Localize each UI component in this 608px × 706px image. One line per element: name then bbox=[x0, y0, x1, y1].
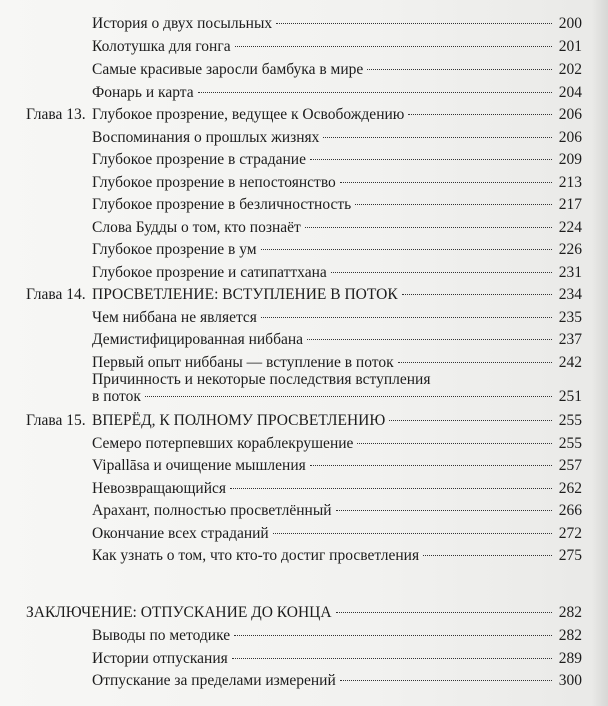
dot-leader bbox=[307, 339, 552, 340]
toc-row bbox=[0, 353, 608, 373]
entry-title: ВПЕРЁД, К ПОЛНОМУ ПРОСВЕТЛЕНИЮ bbox=[92, 412, 386, 429]
entry-title: Истории отпускания bbox=[92, 650, 228, 667]
dot-leader bbox=[276, 23, 552, 24]
toc-row bbox=[0, 626, 608, 646]
page-number: 242 bbox=[558, 354, 582, 371]
toc-row bbox=[0, 330, 608, 350]
entry-title: История о двух посыльных bbox=[92, 15, 273, 32]
page-number: 282 bbox=[558, 604, 582, 621]
dot-leader bbox=[357, 443, 552, 444]
toc-entry bbox=[92, 240, 582, 260]
entry-title-continued: в поток bbox=[92, 388, 141, 405]
entry-title: ЗАКЛЮЧЕНИЕ: ОТПУСКАНИЕ ДО КОНЦА bbox=[26, 604, 332, 621]
dot-leader bbox=[331, 272, 552, 273]
entry-title: Колотушка для гонга bbox=[92, 38, 231, 55]
toc-entry bbox=[92, 330, 582, 350]
toc-row bbox=[0, 218, 608, 238]
dot-leader bbox=[423, 555, 552, 556]
toc-entry bbox=[92, 649, 582, 669]
toc-row bbox=[0, 501, 608, 521]
entry-title: Глубокое прозрение и сатипаттхана bbox=[92, 264, 327, 281]
toc-entry bbox=[92, 218, 582, 238]
page-number: 200 bbox=[558, 15, 582, 32]
toc-entry bbox=[92, 83, 582, 103]
dot-leader bbox=[198, 92, 552, 93]
entry-title: Как узнать о том, что кто-то достиг просветления bbox=[92, 547, 420, 564]
chapter-label: Глава 13. bbox=[26, 106, 86, 123]
entry-title: Глубокое прозрение в страдание bbox=[92, 151, 306, 168]
toc-row bbox=[0, 263, 608, 283]
toc-row bbox=[0, 14, 608, 34]
dot-leader bbox=[340, 182, 552, 183]
page-number: 206 bbox=[558, 106, 582, 123]
dot-leader bbox=[398, 362, 552, 363]
toc-entry bbox=[92, 173, 582, 193]
toc-entry bbox=[92, 263, 582, 283]
page-number: 234 bbox=[558, 286, 582, 303]
dot-leader bbox=[310, 159, 552, 160]
page-number: 213 bbox=[558, 174, 582, 191]
toc-entry bbox=[92, 14, 582, 34]
page-number: 255 bbox=[558, 412, 582, 429]
toc-entry bbox=[26, 603, 582, 623]
toc-row bbox=[0, 60, 608, 80]
dot-leader bbox=[389, 420, 552, 421]
page-number: 251 bbox=[558, 388, 582, 405]
page-number: 231 bbox=[558, 264, 582, 281]
toc-row bbox=[0, 173, 608, 193]
chapter-label: Глава 15. bbox=[26, 412, 86, 429]
dot-leader bbox=[323, 137, 552, 138]
toc-entry bbox=[92, 411, 582, 431]
toc-row bbox=[0, 128, 608, 148]
dot-leader bbox=[145, 396, 552, 397]
dot-leader bbox=[340, 680, 552, 681]
entry-title: Семеро потерпевших кораблекрушение bbox=[92, 435, 354, 452]
entry-title: Самые красивые заросли бамбука в мире bbox=[92, 61, 364, 78]
entry-title: Отпускание за пределами измерений bbox=[92, 672, 336, 689]
toc-entry bbox=[92, 626, 582, 646]
page-number: 202 bbox=[558, 61, 582, 78]
toc-entry bbox=[92, 37, 582, 57]
page-number: 235 bbox=[558, 309, 582, 326]
page-number: 289 bbox=[558, 650, 582, 667]
dot-leader bbox=[402, 294, 552, 295]
dot-leader bbox=[230, 488, 552, 489]
toc-entry bbox=[92, 285, 582, 305]
toc-row bbox=[0, 371, 608, 405]
toc-entry bbox=[92, 501, 582, 521]
entry-title: Демистифицированная ниббана bbox=[92, 331, 304, 348]
dot-leader bbox=[336, 612, 552, 613]
toc-entry bbox=[92, 456, 582, 476]
toc-entry bbox=[92, 434, 582, 454]
entry-title: Первый опыт ниббаны — вступление в поток bbox=[92, 354, 394, 371]
entry-title: Невозвращающийся bbox=[92, 480, 227, 497]
dot-leader bbox=[305, 227, 552, 228]
page-number: 282 bbox=[558, 627, 582, 644]
entry-title: Глубокое прозрение в непостоянство bbox=[92, 174, 336, 191]
toc-entry bbox=[92, 60, 582, 80]
page-number: 266 bbox=[558, 502, 582, 519]
entry-title: Воспоминания о прошлых жизнях bbox=[92, 129, 320, 146]
dot-leader bbox=[336, 510, 552, 511]
entry-title: Арахант, полностью просветлённый bbox=[92, 502, 332, 519]
page-number: 272 bbox=[558, 525, 582, 542]
toc-entry bbox=[92, 308, 582, 328]
page-number: 206 bbox=[558, 129, 582, 146]
page-number: 209 bbox=[558, 151, 582, 168]
toc-row bbox=[0, 649, 608, 669]
toc-row bbox=[0, 479, 608, 499]
dot-leader bbox=[261, 249, 552, 250]
toc-entry bbox=[92, 105, 582, 125]
toc-row bbox=[0, 456, 608, 476]
dot-leader bbox=[355, 204, 552, 205]
dot-leader bbox=[235, 46, 552, 47]
page-number: 262 bbox=[558, 480, 582, 497]
entry-title: Окончание всех страданий bbox=[92, 525, 269, 542]
toc-row bbox=[0, 37, 608, 57]
entry-title: Причинность и некоторые последствия вступления bbox=[92, 371, 431, 388]
toc-entry bbox=[92, 524, 582, 544]
page-number: 201 bbox=[558, 38, 582, 55]
dot-leader bbox=[408, 114, 552, 115]
entry-title: Фонарь и карта bbox=[92, 84, 194, 101]
dot-leader bbox=[232, 658, 552, 659]
toc-entry bbox=[92, 128, 582, 148]
toc-row bbox=[0, 240, 608, 260]
chapter-label: Глава 14. bbox=[26, 286, 86, 303]
toc-entry bbox=[92, 479, 582, 499]
toc-row bbox=[0, 546, 608, 566]
entry-title: Слова Будды о том, кто познаёт bbox=[92, 219, 301, 236]
entry-title: Глубокое прозрение, ведущее к Освобождению bbox=[92, 106, 405, 123]
entry-title: Vipallāsa и очищение мышления bbox=[92, 457, 306, 474]
toc-row bbox=[0, 105, 608, 125]
entry-title: Глубокое прозрение в безличностность bbox=[92, 196, 352, 213]
toc-row bbox=[0, 524, 608, 544]
toc-entry bbox=[92, 150, 582, 170]
toc-row bbox=[0, 83, 608, 103]
toc-entry bbox=[92, 671, 582, 691]
toc-entry bbox=[92, 353, 582, 373]
dot-leader bbox=[273, 533, 552, 534]
toc-row bbox=[0, 195, 608, 215]
page-number: 257 bbox=[558, 457, 582, 474]
entry-title: Выводы по методике bbox=[92, 627, 231, 644]
toc-entry bbox=[92, 195, 582, 215]
toc-row bbox=[0, 603, 608, 623]
entry-title: ПРОСВЕТЛЕНИЕ: ВСТУПЛЕНИЕ В ПОТОК bbox=[92, 286, 398, 303]
page-number: 255 bbox=[558, 435, 582, 452]
page-number: 300 bbox=[558, 672, 582, 689]
toc-row bbox=[0, 150, 608, 170]
entry-title: Глубокое прозрение в ум bbox=[92, 241, 257, 258]
toc-entry bbox=[92, 546, 582, 566]
dot-leader bbox=[367, 69, 552, 70]
toc-entry bbox=[92, 371, 582, 405]
page-number: 204 bbox=[558, 84, 582, 101]
entry-title: Чем ниббана не является bbox=[92, 309, 257, 326]
toc-row bbox=[0, 434, 608, 454]
toc-row bbox=[0, 285, 608, 305]
dot-leader bbox=[261, 317, 552, 318]
page-number: 226 bbox=[558, 241, 582, 258]
toc-row bbox=[0, 308, 608, 328]
page-number: 217 bbox=[558, 196, 582, 213]
page-number: 237 bbox=[558, 331, 582, 348]
toc-row bbox=[0, 671, 608, 691]
dot-leader bbox=[234, 635, 552, 636]
dot-leader bbox=[310, 465, 552, 466]
page-number: 224 bbox=[558, 219, 582, 236]
page-number: 275 bbox=[558, 547, 582, 564]
toc-row bbox=[0, 411, 608, 431]
